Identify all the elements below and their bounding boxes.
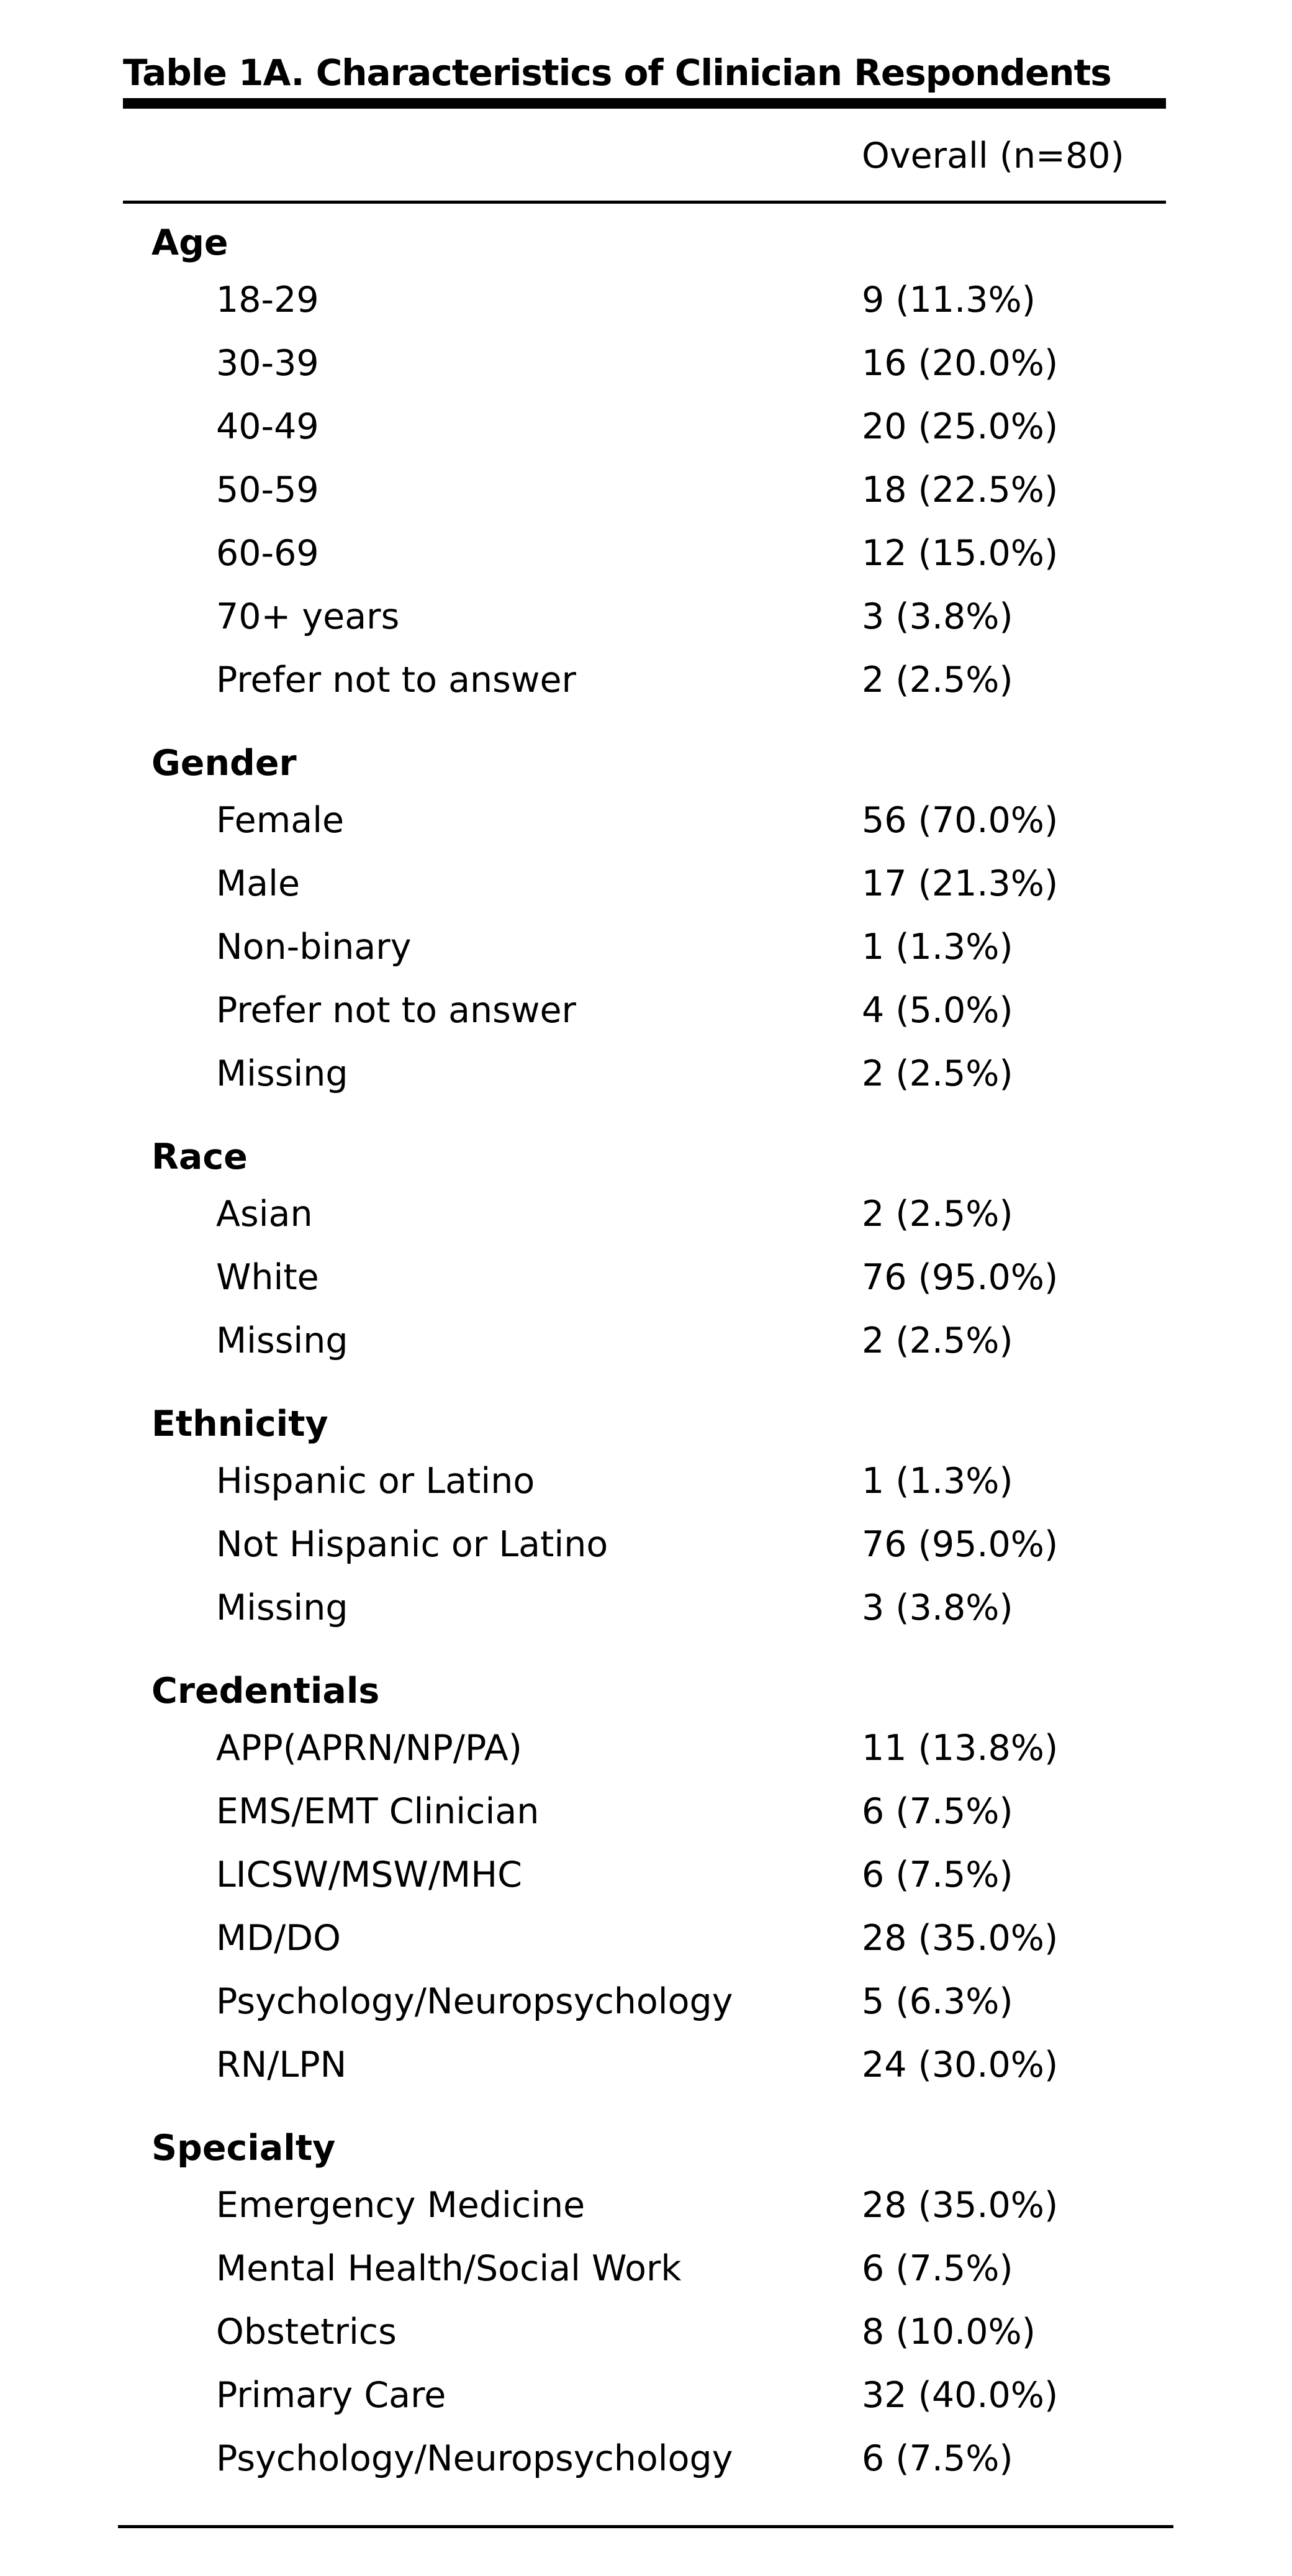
table-group-gender xyxy=(123,724,1166,1118)
group-spacer xyxy=(123,1105,1166,1118)
row-label: Mental Health/Social Work xyxy=(216,2248,682,2289)
row-value: 1 (1.3%) xyxy=(862,1461,1013,1502)
table-row xyxy=(123,521,1166,584)
table-group-credentials xyxy=(123,1652,1166,2109)
table-row xyxy=(123,1779,1166,1843)
table-title: Table 1A. Characteristics of Clinician Respondents xyxy=(123,52,1111,94)
row-label: 18-29 xyxy=(216,279,319,320)
row-value: 16 (20.0%) xyxy=(862,343,1059,384)
table-row xyxy=(123,978,1166,1041)
row-value: 11 (13.8%) xyxy=(862,1728,1059,1769)
row-label: Obstetrics xyxy=(216,2311,397,2352)
table-group-specialty xyxy=(123,2109,1166,2490)
group-label: Gender xyxy=(151,743,297,784)
bottom-rule xyxy=(118,2525,1173,2528)
table-row xyxy=(123,1041,1166,1105)
row-label: Prefer not to answer xyxy=(216,660,576,701)
table-row xyxy=(123,1449,1166,1512)
row-label: LICSW/MSW/MHC xyxy=(216,1854,522,1895)
group-label: Specialty xyxy=(151,2128,336,2169)
row-value: 2 (2.5%) xyxy=(862,1320,1013,1361)
row-label: RN/LPN xyxy=(216,2044,347,2085)
row-value: 76 (95.0%) xyxy=(862,1257,1059,1298)
group-spacer xyxy=(123,2096,1166,2109)
row-label: 30-39 xyxy=(216,343,319,384)
row-value: 5 (6.3%) xyxy=(862,1981,1013,2022)
row-label: Prefer not to answer xyxy=(216,990,576,1031)
table-row xyxy=(123,788,1166,851)
row-value: 76 (95.0%) xyxy=(862,1524,1059,1565)
row-label: Emergency Medicine xyxy=(216,2185,585,2226)
row-value: 28 (35.0%) xyxy=(862,2185,1059,2226)
row-label: Primary Care xyxy=(216,2375,446,2416)
table-row xyxy=(123,915,1166,978)
row-label: 70+ years xyxy=(216,596,400,637)
row-label: Missing xyxy=(216,1587,348,1628)
row-label: Male xyxy=(216,863,300,904)
row-value: 28 (35.0%) xyxy=(862,1918,1059,1959)
row-value: 6 (7.5%) xyxy=(862,2438,1013,2479)
row-label: Not Hispanic or Latino xyxy=(216,1524,608,1565)
row-value: 3 (3.8%) xyxy=(862,1587,1013,1628)
row-value: 6 (7.5%) xyxy=(862,2248,1013,2289)
row-label: Hispanic or Latino xyxy=(216,1461,535,1502)
row-value: 4 (5.0%) xyxy=(862,990,1013,1031)
row-label: Missing xyxy=(216,1320,348,1361)
table-row xyxy=(123,458,1166,521)
group-spacer xyxy=(123,1372,1166,1385)
row-value: 56 (70.0%) xyxy=(862,800,1059,841)
row-value: 2 (2.5%) xyxy=(862,1053,1013,1094)
table-row xyxy=(123,1245,1166,1308)
row-label: Asian xyxy=(216,1194,313,1235)
table-group-race xyxy=(123,1118,1166,1385)
group-label: Age xyxy=(151,222,228,263)
row-label: 50-59 xyxy=(216,469,319,510)
row-value: 2 (2.5%) xyxy=(862,660,1013,701)
table-group-age xyxy=(123,204,1166,724)
table-body xyxy=(123,204,1166,2490)
group-label: Credentials xyxy=(151,1671,380,1712)
table-row xyxy=(123,331,1166,394)
table-row xyxy=(123,1576,1166,1639)
row-value: 20 (25.0%) xyxy=(862,406,1059,447)
table-row xyxy=(123,2033,1166,2096)
row-label: 60-69 xyxy=(216,533,319,574)
row-value: 8 (10.0%) xyxy=(862,2311,1036,2352)
row-value: 12 (15.0%) xyxy=(862,533,1059,574)
table-row xyxy=(123,268,1166,331)
table-row xyxy=(123,1906,1166,1969)
table-row xyxy=(123,648,1166,711)
row-value: 1 (1.3%) xyxy=(862,927,1013,968)
table-row xyxy=(123,1182,1166,1245)
row-label: Non-binary xyxy=(216,927,412,968)
table-row xyxy=(123,2236,1166,2300)
row-label: Psychology/Neuropsychology xyxy=(216,1981,733,2022)
group-spacer xyxy=(123,711,1166,724)
row-label: White xyxy=(216,1257,319,1298)
table-row xyxy=(123,584,1166,648)
characteristics-table xyxy=(123,47,1166,2490)
row-label: APP(APRN/NP/PA) xyxy=(216,1728,522,1769)
group-label: Ethnicity xyxy=(151,1404,328,1444)
table-row xyxy=(123,1969,1166,2033)
row-value: 18 (22.5%) xyxy=(862,469,1059,510)
table-row xyxy=(123,2300,1166,2363)
table-row xyxy=(123,2363,1166,2426)
table-header-row xyxy=(123,109,1166,201)
table-row xyxy=(123,394,1166,458)
table-group-ethnicity xyxy=(123,1385,1166,1652)
group-spacer xyxy=(123,1639,1166,1652)
row-label: 40-49 xyxy=(216,406,319,447)
table-row xyxy=(123,851,1166,915)
table-row xyxy=(123,1308,1166,1372)
column-header-overall: Overall (n=80) xyxy=(862,135,1124,176)
row-value: 6 (7.5%) xyxy=(862,1854,1013,1895)
row-label: Psychology/Neuropsychology xyxy=(216,2438,733,2479)
row-value: 24 (30.0%) xyxy=(862,2044,1059,2085)
table-row xyxy=(123,2426,1166,2490)
group-label: Race xyxy=(151,1136,248,1177)
row-label: MD/DO xyxy=(216,1918,341,1959)
table-row xyxy=(123,2173,1166,2236)
top-rule xyxy=(123,98,1166,109)
table-row xyxy=(123,1843,1166,1906)
table-row xyxy=(123,1716,1166,1779)
row-value: 9 (11.3%) xyxy=(862,279,1036,320)
row-value: 17 (21.3%) xyxy=(862,863,1059,904)
table-row xyxy=(123,1512,1166,1576)
row-value: 2 (2.5%) xyxy=(862,1194,1013,1235)
row-label: Female xyxy=(216,800,345,841)
row-value: 3 (3.8%) xyxy=(862,596,1013,637)
row-label: EMS/EMT Clinician xyxy=(216,1791,540,1832)
row-label: Missing xyxy=(216,1053,348,1094)
row-value: 32 (40.0%) xyxy=(862,2375,1059,2416)
row-value: 6 (7.5%) xyxy=(862,1791,1013,1832)
